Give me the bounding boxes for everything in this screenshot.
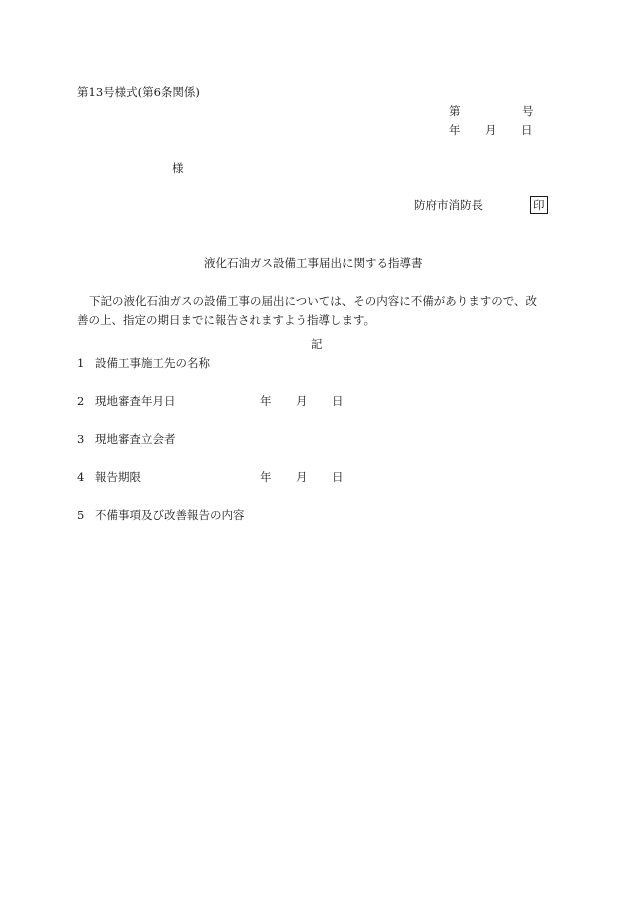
list-item-1 xyxy=(77,355,84,371)
document-title: 液化石油ガス設備工事届出に関する指導書 xyxy=(204,256,423,270)
item-label: 設備工事施工先の名称 xyxy=(95,356,210,370)
body-line-1: 下記の液化石油ガスの設備工事の届出については、その内容に不備がありますので、改 xyxy=(89,294,538,308)
item-number: 5 xyxy=(77,508,85,522)
number-dai: 第 xyxy=(449,104,461,118)
number-go: 号 xyxy=(522,104,534,118)
list-item-3 xyxy=(77,431,84,447)
item-number: 3 xyxy=(77,432,85,446)
seal-text: 印 xyxy=(530,196,548,214)
item-4-month: 月 xyxy=(296,470,308,484)
date-year: 年 xyxy=(449,123,461,137)
item-2-day: 日 xyxy=(332,394,344,408)
seal-mark xyxy=(530,196,548,214)
list-item-5 xyxy=(77,507,84,523)
issuer: 防府市消防長 xyxy=(414,198,483,212)
item-4-day: 日 xyxy=(332,470,344,484)
list-item-4 xyxy=(77,469,84,485)
body-line-2: 善の上、指定の期日までに報告されますよう指導します。 xyxy=(77,313,376,327)
form-label: 第13号様式(第6条関係) xyxy=(77,85,200,99)
date-month: 月 xyxy=(485,123,497,137)
item-label: 不備事項及び改善報告の内容 xyxy=(95,508,245,522)
item-label: 報告期限 xyxy=(95,470,141,484)
ki-label: 記 xyxy=(311,337,323,351)
date-day: 日 xyxy=(521,123,533,137)
item-label: 現地審査年月日 xyxy=(95,394,176,408)
item-4-year: 年 xyxy=(260,470,272,484)
list-item-2 xyxy=(77,393,84,409)
item-number: 1 xyxy=(77,356,85,370)
item-number: 2 xyxy=(77,394,85,408)
addressee-suffix: 様 xyxy=(172,161,184,175)
item-2-month: 月 xyxy=(296,394,308,408)
item-2-year: 年 xyxy=(260,394,272,408)
item-number: 4 xyxy=(77,470,85,484)
item-label: 現地審査立会者 xyxy=(95,432,176,446)
